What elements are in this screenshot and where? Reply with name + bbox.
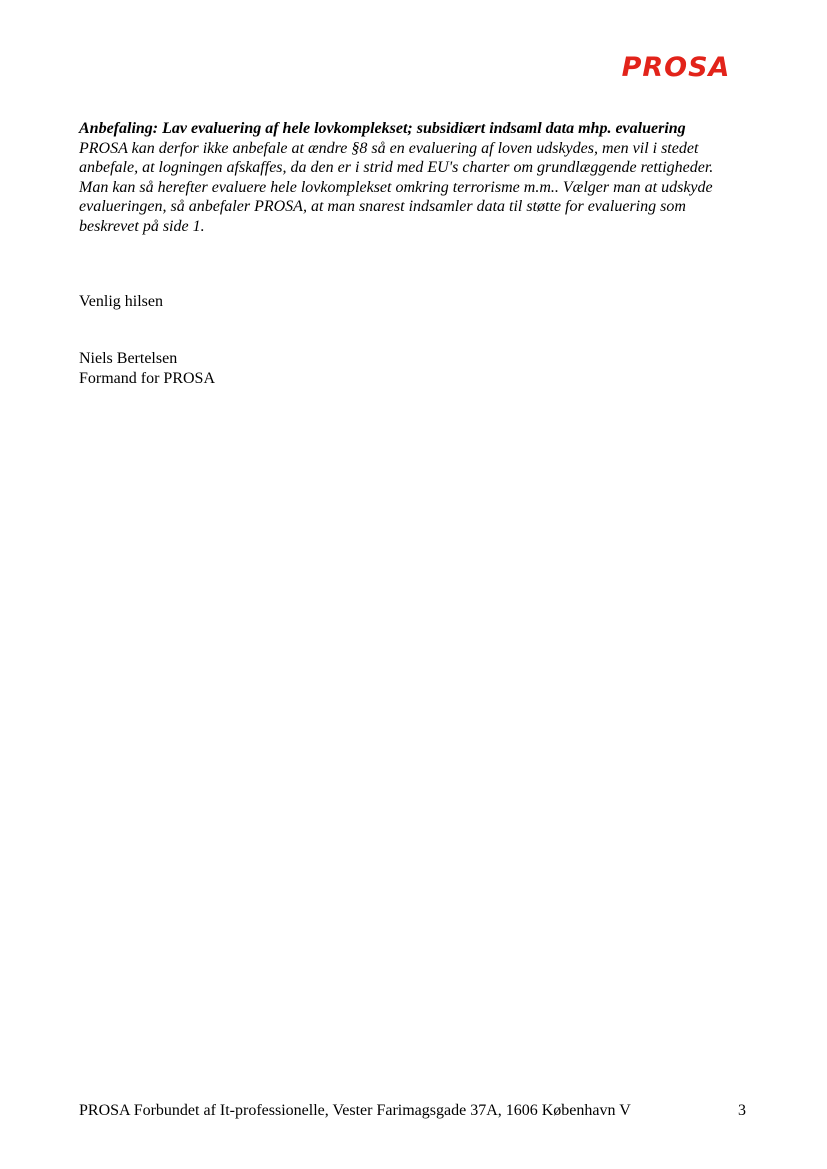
- prosa-logo: [622, 46, 730, 86]
- body-line: evalueringen, så anbefaler PROSA, at man snarest indsamler data til støtte for evaluering som: [79, 198, 686, 215]
- signer-title: Formand for PROSA: [79, 369, 216, 387]
- logo-wordmark: PROSA: [622, 52, 730, 83]
- signer-name: Niels Bertelsen: [79, 350, 178, 367]
- recommendation-section: [79, 119, 749, 236]
- signature-block: [79, 349, 215, 388]
- body-line: anbefale, at logningen afskaffes, da den er i strid med EU's charter om grundlæggende rettigheder.: [79, 159, 714, 176]
- prosa-logo-graphic: [622, 46, 730, 86]
- recommendation-heading: Anbefaling: Lav evaluering af hele lovkomplekset; subsidiært indsaml data mhp. evaluering: [79, 120, 686, 137]
- body-line: PROSA kan derfor ikke anbefale at ændre §8 så en evaluering af loven udskydes, men vil i stedet: [79, 139, 699, 157]
- page-number: 3: [738, 1102, 746, 1119]
- footer-address: PROSA Forbundet af It-professionelle, Vester Farimagsgade 37A, 1606 København V: [79, 1102, 631, 1119]
- closing-greeting: Venlig hilsen: [79, 293, 163, 310]
- body-line: beskrevet på side 1.: [79, 217, 205, 235]
- body-line: Man kan så herefter evaluere hele lovkomplekset omkring terrorisme m.m.. Vælger man at udskyde: [79, 178, 713, 196]
- recommendation-body: [79, 139, 749, 237]
